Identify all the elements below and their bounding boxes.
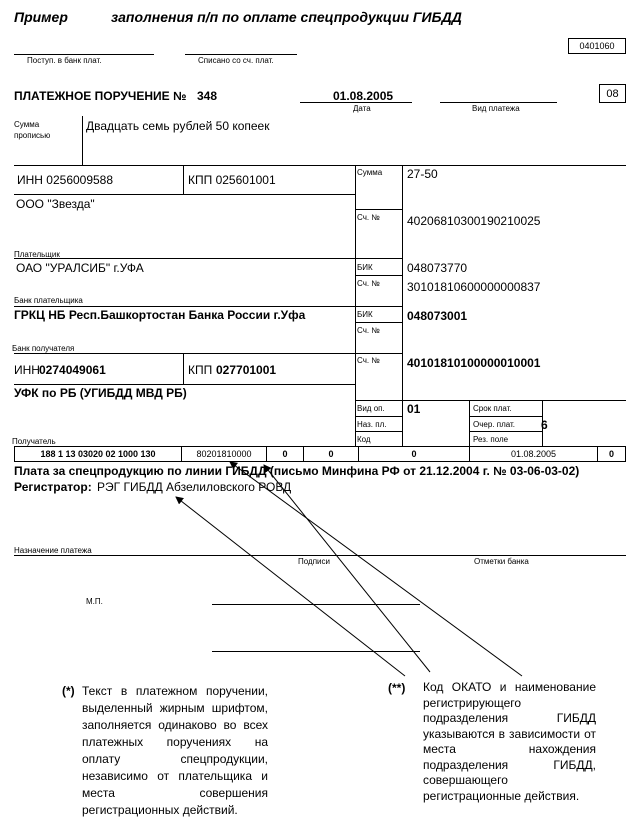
kod-label: Код bbox=[357, 435, 371, 444]
recipient-kpp-label: КПП bbox=[188, 363, 213, 377]
signatures-label: Подписи bbox=[298, 557, 330, 566]
field-4: 0 bbox=[303, 446, 359, 462]
payer-kpp: КПП 025601001 bbox=[188, 173, 276, 187]
note1-mark: (*) bbox=[62, 684, 75, 698]
recipient-bank-name: ГРКЦ НБ Респ.Башкортостан Банка России г.Уфа bbox=[14, 308, 306, 322]
srok-label: Срок плат. bbox=[473, 404, 512, 413]
amount-words-label: Сумма прописью bbox=[14, 120, 51, 140]
order-date: 01.08.2005 bbox=[333, 89, 394, 103]
rez-label: Рез. поле bbox=[473, 435, 509, 444]
payer-bank-account-value: 30101810600000000837 bbox=[407, 280, 541, 294]
form-code-box: 0401060 bbox=[568, 38, 626, 54]
status-code-box: 08 bbox=[599, 84, 626, 103]
field-5: 0 bbox=[358, 446, 470, 462]
naz-pl-label: Наз. пл. bbox=[357, 420, 387, 429]
recipient-kpp-value: 027701001 bbox=[216, 363, 277, 377]
payer-account-label: Сч. № bbox=[357, 213, 380, 222]
field-kbk: 188 1 13 03020 02 1000 130 bbox=[14, 446, 182, 462]
order-title: ПЛАТЕЖНОЕ ПОРУЧЕНИЕ № bbox=[14, 89, 187, 103]
payer-name: ООО "Звезда" bbox=[16, 197, 95, 211]
ocher-value: 6 bbox=[541, 418, 548, 432]
payer-account-value: 40206810300190210025 bbox=[407, 214, 541, 228]
note1-text: Текст в платежном поручении, выделенный жирным шрифтом, заполняется одинаково во всех платежных поручениях на оплату спецпродукции, независимо от плательщика и места совершения регистрационных действий. bbox=[82, 684, 268, 817]
sum-label: Сумма bbox=[357, 168, 383, 177]
recipient-bank-bik-value: 048073001 bbox=[407, 309, 468, 323]
arrow-okato bbox=[264, 465, 430, 672]
recipient-bank-bik-label: БИК bbox=[357, 310, 373, 319]
field-okato: 80201810000 bbox=[181, 446, 267, 462]
field-7: 0 bbox=[597, 446, 626, 462]
purpose-label: Назначение платежа bbox=[14, 546, 92, 555]
recipient-account-label: Сч. № bbox=[357, 356, 380, 365]
mp-label: М.П. bbox=[86, 597, 103, 606]
doc-title: заполнения п/п по оплате спецпродукции ГИБДД bbox=[111, 9, 462, 25]
recipient-account-value: 40101810100000010001 bbox=[407, 356, 541, 370]
payer-inn: ИНН 0256009588 bbox=[17, 173, 114, 187]
amount-words-value: Двадцать семь рублей 50 копеек bbox=[86, 119, 270, 133]
sum-value: 27-50 bbox=[407, 167, 438, 181]
bank-marks-label: Отметки банка bbox=[474, 557, 529, 566]
recipient-inn-label: ИНН bbox=[14, 363, 40, 377]
payer-bank-account-label: Сч. № bbox=[357, 279, 380, 288]
purpose-registrar-label: Регистратор: bbox=[14, 480, 92, 494]
recipient-bank-account-label: Сч. № bbox=[357, 326, 380, 335]
arrow-okato-field bbox=[230, 462, 522, 676]
received-label: Поступ. в банк плат. bbox=[27, 56, 102, 65]
purpose-registrar-value: РЭГ ГИБДД Абзелиловского РОВД bbox=[97, 480, 292, 494]
payment-type-label: Вид платежа bbox=[472, 104, 520, 113]
debited-label: Списано со сч. плат. bbox=[198, 56, 274, 65]
recipient-bank-label: Банк получателя bbox=[12, 344, 75, 353]
purpose-line1: Плата за спецпродукцию по линии ГИБДД (письмо Минфина РФ от 21.12.2004 г. № 03-06-03-02) bbox=[14, 464, 580, 478]
recipient-name: УФК по РБ (УГИБДД МВД РБ) bbox=[14, 386, 187, 400]
date-label: Дата bbox=[353, 104, 371, 113]
payer-bank-bik-label: БИК bbox=[357, 263, 373, 272]
payer-label: Плательщик bbox=[14, 250, 60, 259]
recipient-label: Получатель bbox=[12, 437, 56, 446]
recipient-inn-value: 0274049061 bbox=[39, 363, 106, 377]
vid-op-label: Вид оп. bbox=[357, 404, 385, 413]
note2-text: Код ОКАТО и наименование регистрирующего подразделения ГИБДД указываются в зависимости от места нахождения подразделения ГИБДД, совершающего регистрационные действия. bbox=[423, 680, 596, 803]
payer-bank-name: ОАО "УРАЛСИБ" г.УФА bbox=[16, 261, 144, 275]
vid-op-value: 01 bbox=[407, 402, 421, 416]
arrow-registrar bbox=[176, 497, 405, 676]
doc-title-prefix: Пример bbox=[14, 9, 68, 25]
note2-mark: (**) bbox=[388, 681, 406, 695]
payer-bank-bik-value: 048073770 bbox=[407, 261, 468, 275]
field-3: 0 bbox=[266, 446, 304, 462]
order-number: 348 bbox=[197, 89, 218, 103]
field-6: 01.08.2005 bbox=[469, 446, 598, 462]
ocher-label: Очер. плат. bbox=[473, 420, 516, 429]
payer-bank-label: Банк плательщика bbox=[14, 296, 83, 305]
